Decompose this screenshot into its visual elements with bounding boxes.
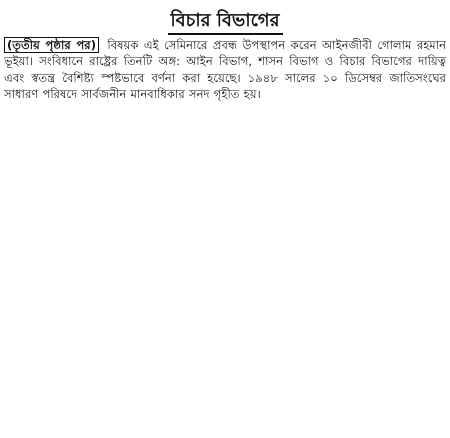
clipped-previous-line [0,0,450,4]
continuation-label: (তৃতীয় পৃষ্ঠার পর) [4,37,99,53]
headline-container [0,9,450,35]
article-paragraph: বিষয়ক এই সেমিনারে প্রবন্ধ উপস্থাপন করেন আইনজীবী গোলাম রহমান ভূইয়া। সংবিধানে রাষ্ট্রের তিনটি অঙ্গ: আইন বিভাগ, শাসন বিভাগ ও বিচার বিভাগের দায়িত্ব এবং স্বতন্ত্র বৈশিষ্ট্য স্পষ্টভাবে বর্ণনা করা হয়েছে। ১৯৪৮ সালের ১০ ডিসেম্বর জাতিসংঘের সাধারণ পরিষদে সার্বজনীন মানবাধিকার সনদ গৃহীত হয়। [4,38,447,102]
article-body [4,37,446,103]
headline: বিচার বিভাগের [168,9,283,35]
